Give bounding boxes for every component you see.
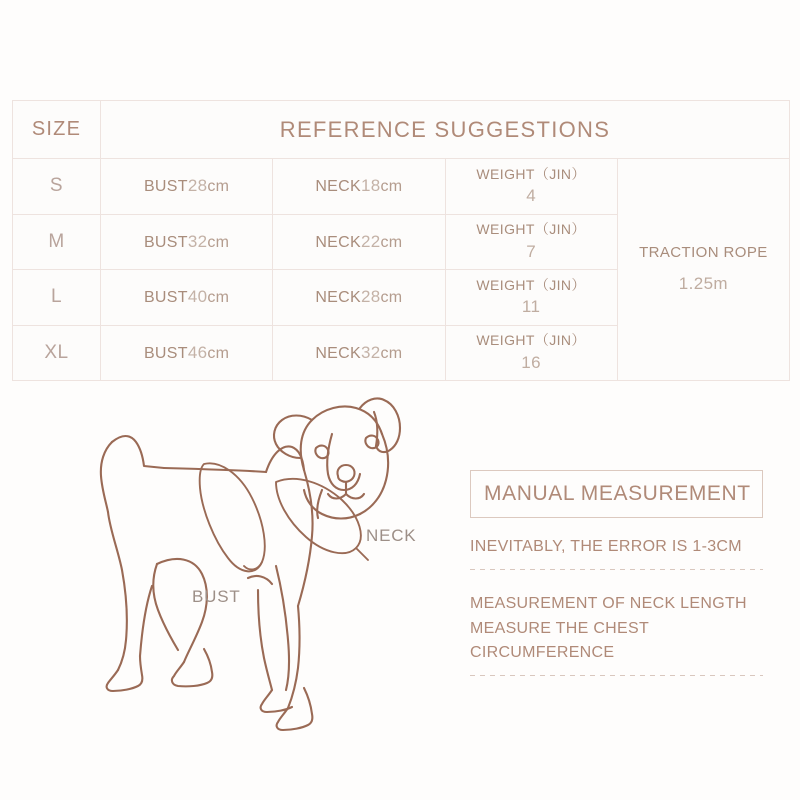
neck-label: NECK [315, 178, 361, 196]
cell-neck [273, 159, 445, 215]
traction-rope-value: 1.25m [678, 273, 728, 293]
neck-value: 18 [360, 176, 381, 196]
dashed-divider [470, 675, 763, 676]
bust-value: 46 [187, 342, 208, 362]
error-tolerance-note: INEVITABLY, THE ERROR IS 1-3CM [470, 538, 742, 555]
weight-label: WEIGHT（JIN） [476, 276, 586, 293]
manual-measurement-panel [470, 470, 763, 676]
neck-unit: cm [380, 178, 403, 196]
table-row [13, 159, 790, 215]
cell-weight [445, 325, 617, 381]
weight-value: 11 [521, 297, 541, 317]
cell-weight [445, 159, 617, 215]
cell-neck [273, 214, 445, 270]
dog-measurement-illustration [60, 390, 440, 760]
neck-unit: cm [380, 233, 403, 251]
traction-rope-label: TRACTION ROPE [639, 244, 768, 262]
bust-unit: cm [207, 344, 230, 362]
bust-unit: cm [207, 233, 230, 251]
table-header-row [13, 101, 790, 159]
manual-measurement-title-box [470, 470, 763, 518]
cell-traction-rope [617, 159, 789, 381]
neck-unit: cm [380, 289, 403, 307]
cell-weight [445, 214, 617, 270]
instruction-chest-circumference: MEASURE THE CHEST CIRCUMFERENCE [470, 619, 649, 662]
dashed-divider [470, 569, 763, 570]
cell-size: S [13, 159, 101, 215]
bust-label: BUST [143, 233, 188, 251]
neck-value: 22 [360, 231, 381, 251]
header-reference-suggestions: REFERENCE SUGGESTIONS [101, 101, 790, 159]
cell-bust [101, 214, 273, 270]
neck-value: 28 [360, 287, 381, 307]
weight-label: WEIGHT（JIN） [476, 332, 586, 349]
bust-label: BUST [143, 289, 188, 307]
neck-measurement-label: NECK [366, 526, 417, 545]
dog-line-drawing-icon [60, 390, 440, 760]
weight-value: 7 [526, 241, 537, 261]
cell-bust [101, 325, 273, 381]
header-size: SIZE [13, 101, 101, 159]
weight-value: 4 [526, 186, 537, 206]
neck-label: NECK [315, 289, 361, 307]
neck-value: 32 [360, 342, 381, 362]
measurement-instructions [470, 592, 763, 666]
bust-value: 40 [187, 287, 208, 307]
cell-bust [101, 159, 273, 215]
bust-measurement-label: BUST [192, 587, 241, 606]
neck-unit: cm [380, 344, 403, 362]
bust-unit: cm [207, 178, 230, 196]
bust-label: BUST [143, 178, 188, 196]
cell-size: L [13, 270, 101, 326]
bust-value: 28 [187, 176, 208, 196]
cell-bust [101, 270, 273, 326]
cell-weight [445, 270, 617, 326]
bust-unit: cm [207, 289, 230, 307]
neck-label: NECK [315, 233, 361, 251]
manual-measurement-title: MANUAL MEASUREMENT [484, 482, 751, 505]
bust-value: 32 [187, 231, 208, 251]
size-table [12, 100, 790, 381]
weight-label: WEIGHT（JIN） [476, 165, 586, 182]
weight-label: WEIGHT（JIN） [476, 221, 586, 238]
cell-neck [273, 270, 445, 326]
cell-neck [273, 325, 445, 381]
cell-size: XL [13, 325, 101, 381]
instruction-neck-length: MEASUREMENT OF NECK LENGTH [470, 594, 747, 612]
neck-label: NECK [315, 344, 361, 362]
cell-size: M [13, 214, 101, 270]
bust-label: BUST [143, 344, 188, 362]
weight-value: 16 [521, 352, 541, 372]
